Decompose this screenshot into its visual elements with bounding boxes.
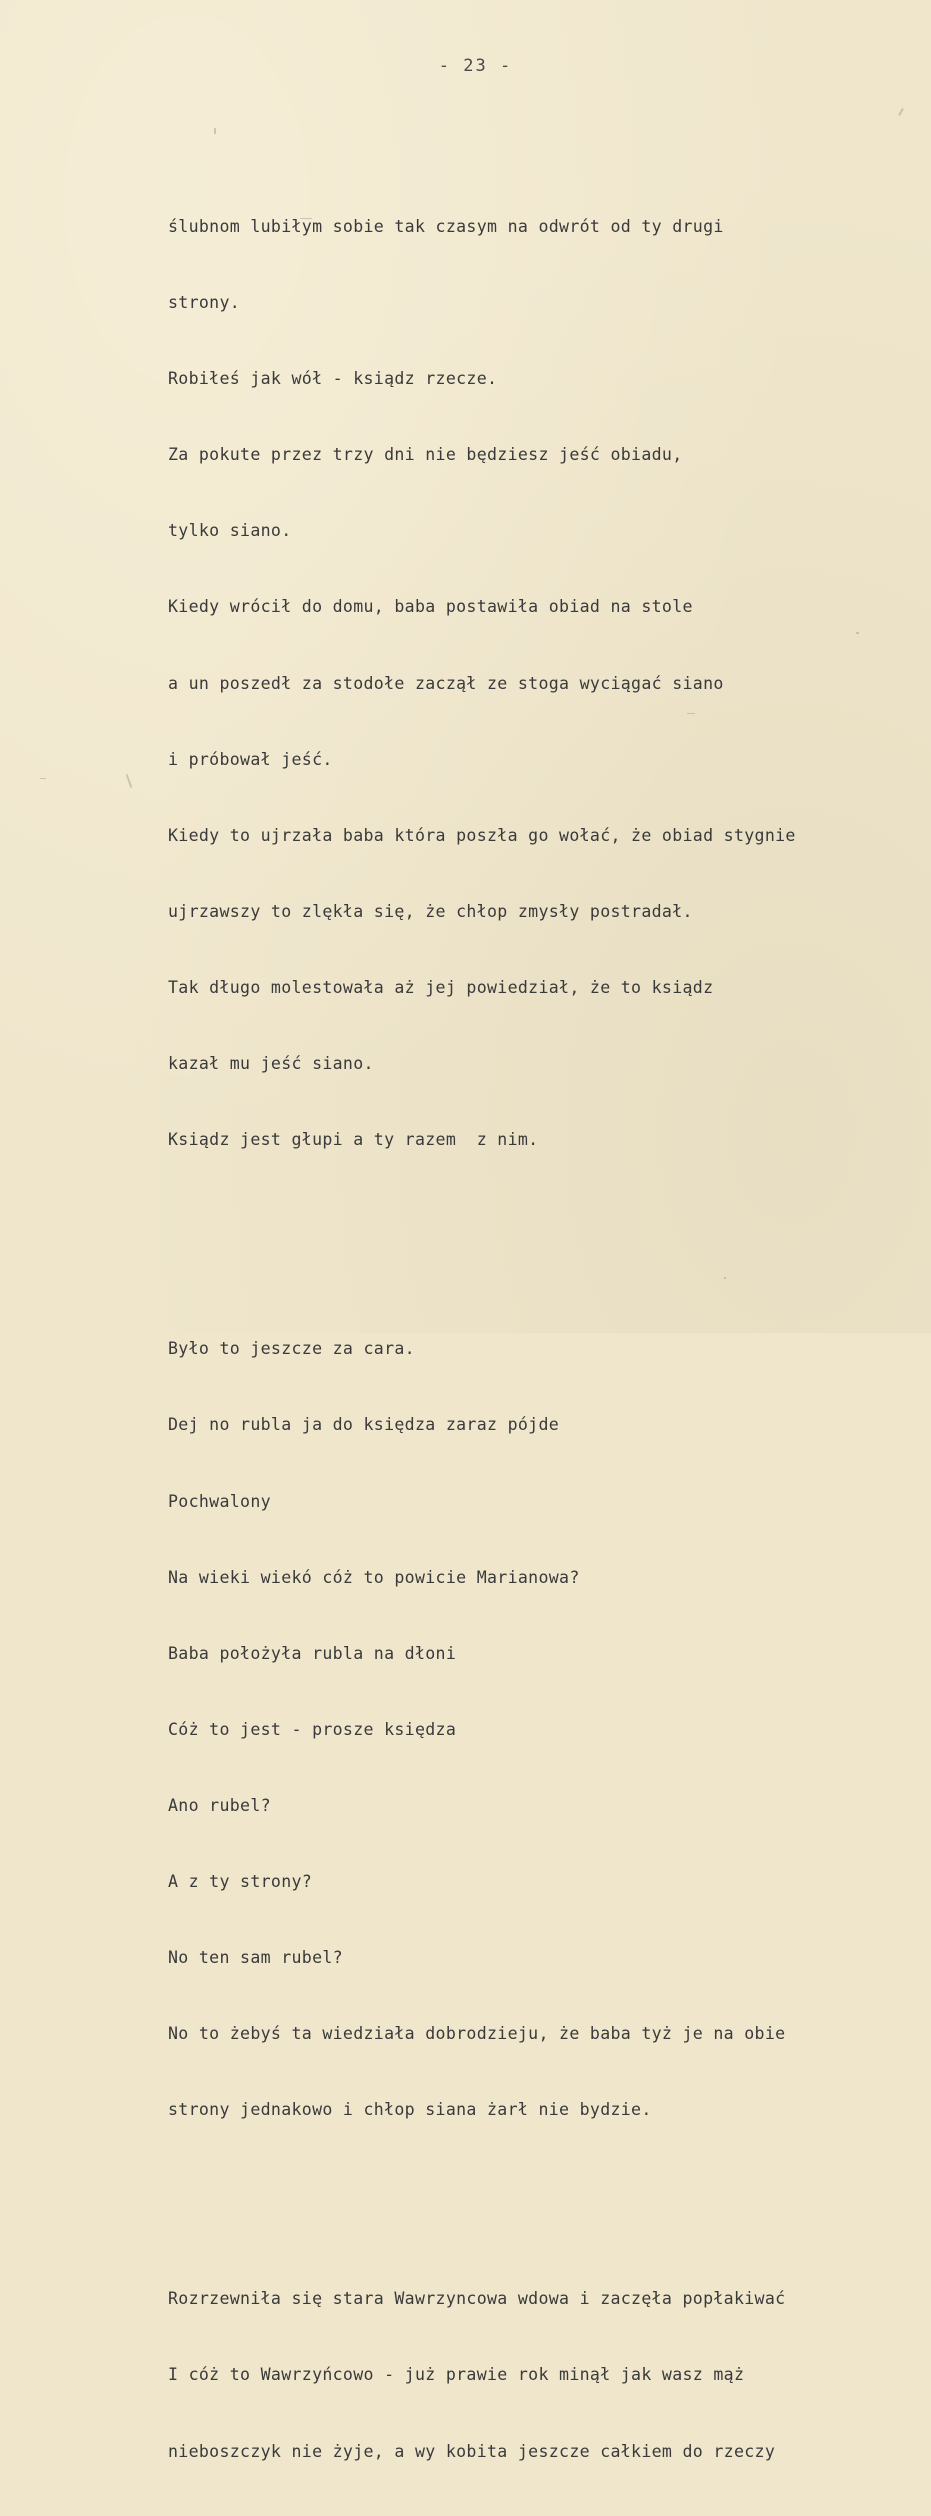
text-line: strony. — [168, 293, 241, 313]
text-line: Baba położyła rubla na dłoni — [168, 1643, 457, 1663]
paper-speck — [856, 632, 859, 634]
text-line: I cóż to Wawrzyńcowo - już prawie rok minął jak wasz mąż — [168, 2365, 745, 2385]
paper-speck — [214, 128, 216, 134]
text-line: Kiedy wrócił do domu, baba postawiła obiad na stole — [168, 597, 693, 617]
page-number-text: - 23 - — [438, 56, 513, 76]
text-line: Pochwalony — [168, 1491, 271, 1511]
text-line: ślubnom lubiłym sobie tak czasym na odwrót od ty drugi — [168, 217, 724, 236]
text-line: No ten sam rubel? — [168, 1948, 343, 1968]
paper-speck — [724, 1277, 726, 1279]
text-line: Cóż to jest - prosze księdza — [168, 1719, 457, 1739]
text-line: Robiłeś jak wół - ksiądz rzecze. — [168, 369, 498, 389]
text-line: i próbował jeść. — [168, 749, 333, 769]
text-line: ujrzawszy to zlękła się, że chłop zmysły postradał. — [168, 901, 693, 921]
paper-speck — [687, 713, 695, 714]
paragraph-gap — [168, 2193, 898, 2211]
text-line: Za pokute przez trzy dni nie będziesz jeść obiadu, — [168, 445, 683, 465]
text-line: nieboszczyk nie żyje, a wy kobita jeszcze całkiem do rzeczy — [168, 2441, 776, 2461]
text-line: kazał mu jeść siano. — [168, 1054, 374, 1074]
paper-speck — [898, 108, 904, 116]
text-line: Ano rubel? — [168, 1795, 271, 1815]
paragraph-gap — [168, 1223, 898, 1261]
text-line: a un poszedł za stodołe zaczął ze stoga wyciągać siano — [168, 673, 724, 693]
page-number — [0, 56, 931, 76]
text-line: strony jednakowo i chłop siana żarł nie bydzie. — [168, 2100, 652, 2120]
text-line: No to żebyś ta wiedziała dobrodzieju, że baba tyż je na obie — [168, 2024, 786, 2044]
text-line: Kiedy to ujrzała baba która poszła go wołać, że obiad stygnie — [168, 825, 796, 845]
paper-speck — [126, 774, 133, 788]
text-line: Na wieki wiekó cóż to powicie Marianowa? — [168, 1567, 580, 1587]
typed-text-body — [168, 158, 898, 2516]
text-line: Ksiądz jest głupi a ty razem z nim. — [168, 1130, 539, 1150]
paper-speck — [40, 778, 46, 779]
text-line: Rozrzewniła się stara Wawrzyncowa wdowa i zaczęła popłakiwać — [168, 2289, 786, 2309]
text-line: A z ty strony? — [168, 1871, 313, 1891]
text-line: tylko siano. — [168, 521, 292, 541]
text-line: Było to jeszcze za cara. — [168, 1339, 415, 1359]
text-line: Dej no rubla ja do księdza zaraz pójde — [168, 1415, 560, 1435]
text-line: Tak długo molestowała aż jej powiedział, że to ksiądz — [168, 977, 714, 997]
paper-speck — [300, 218, 312, 219]
